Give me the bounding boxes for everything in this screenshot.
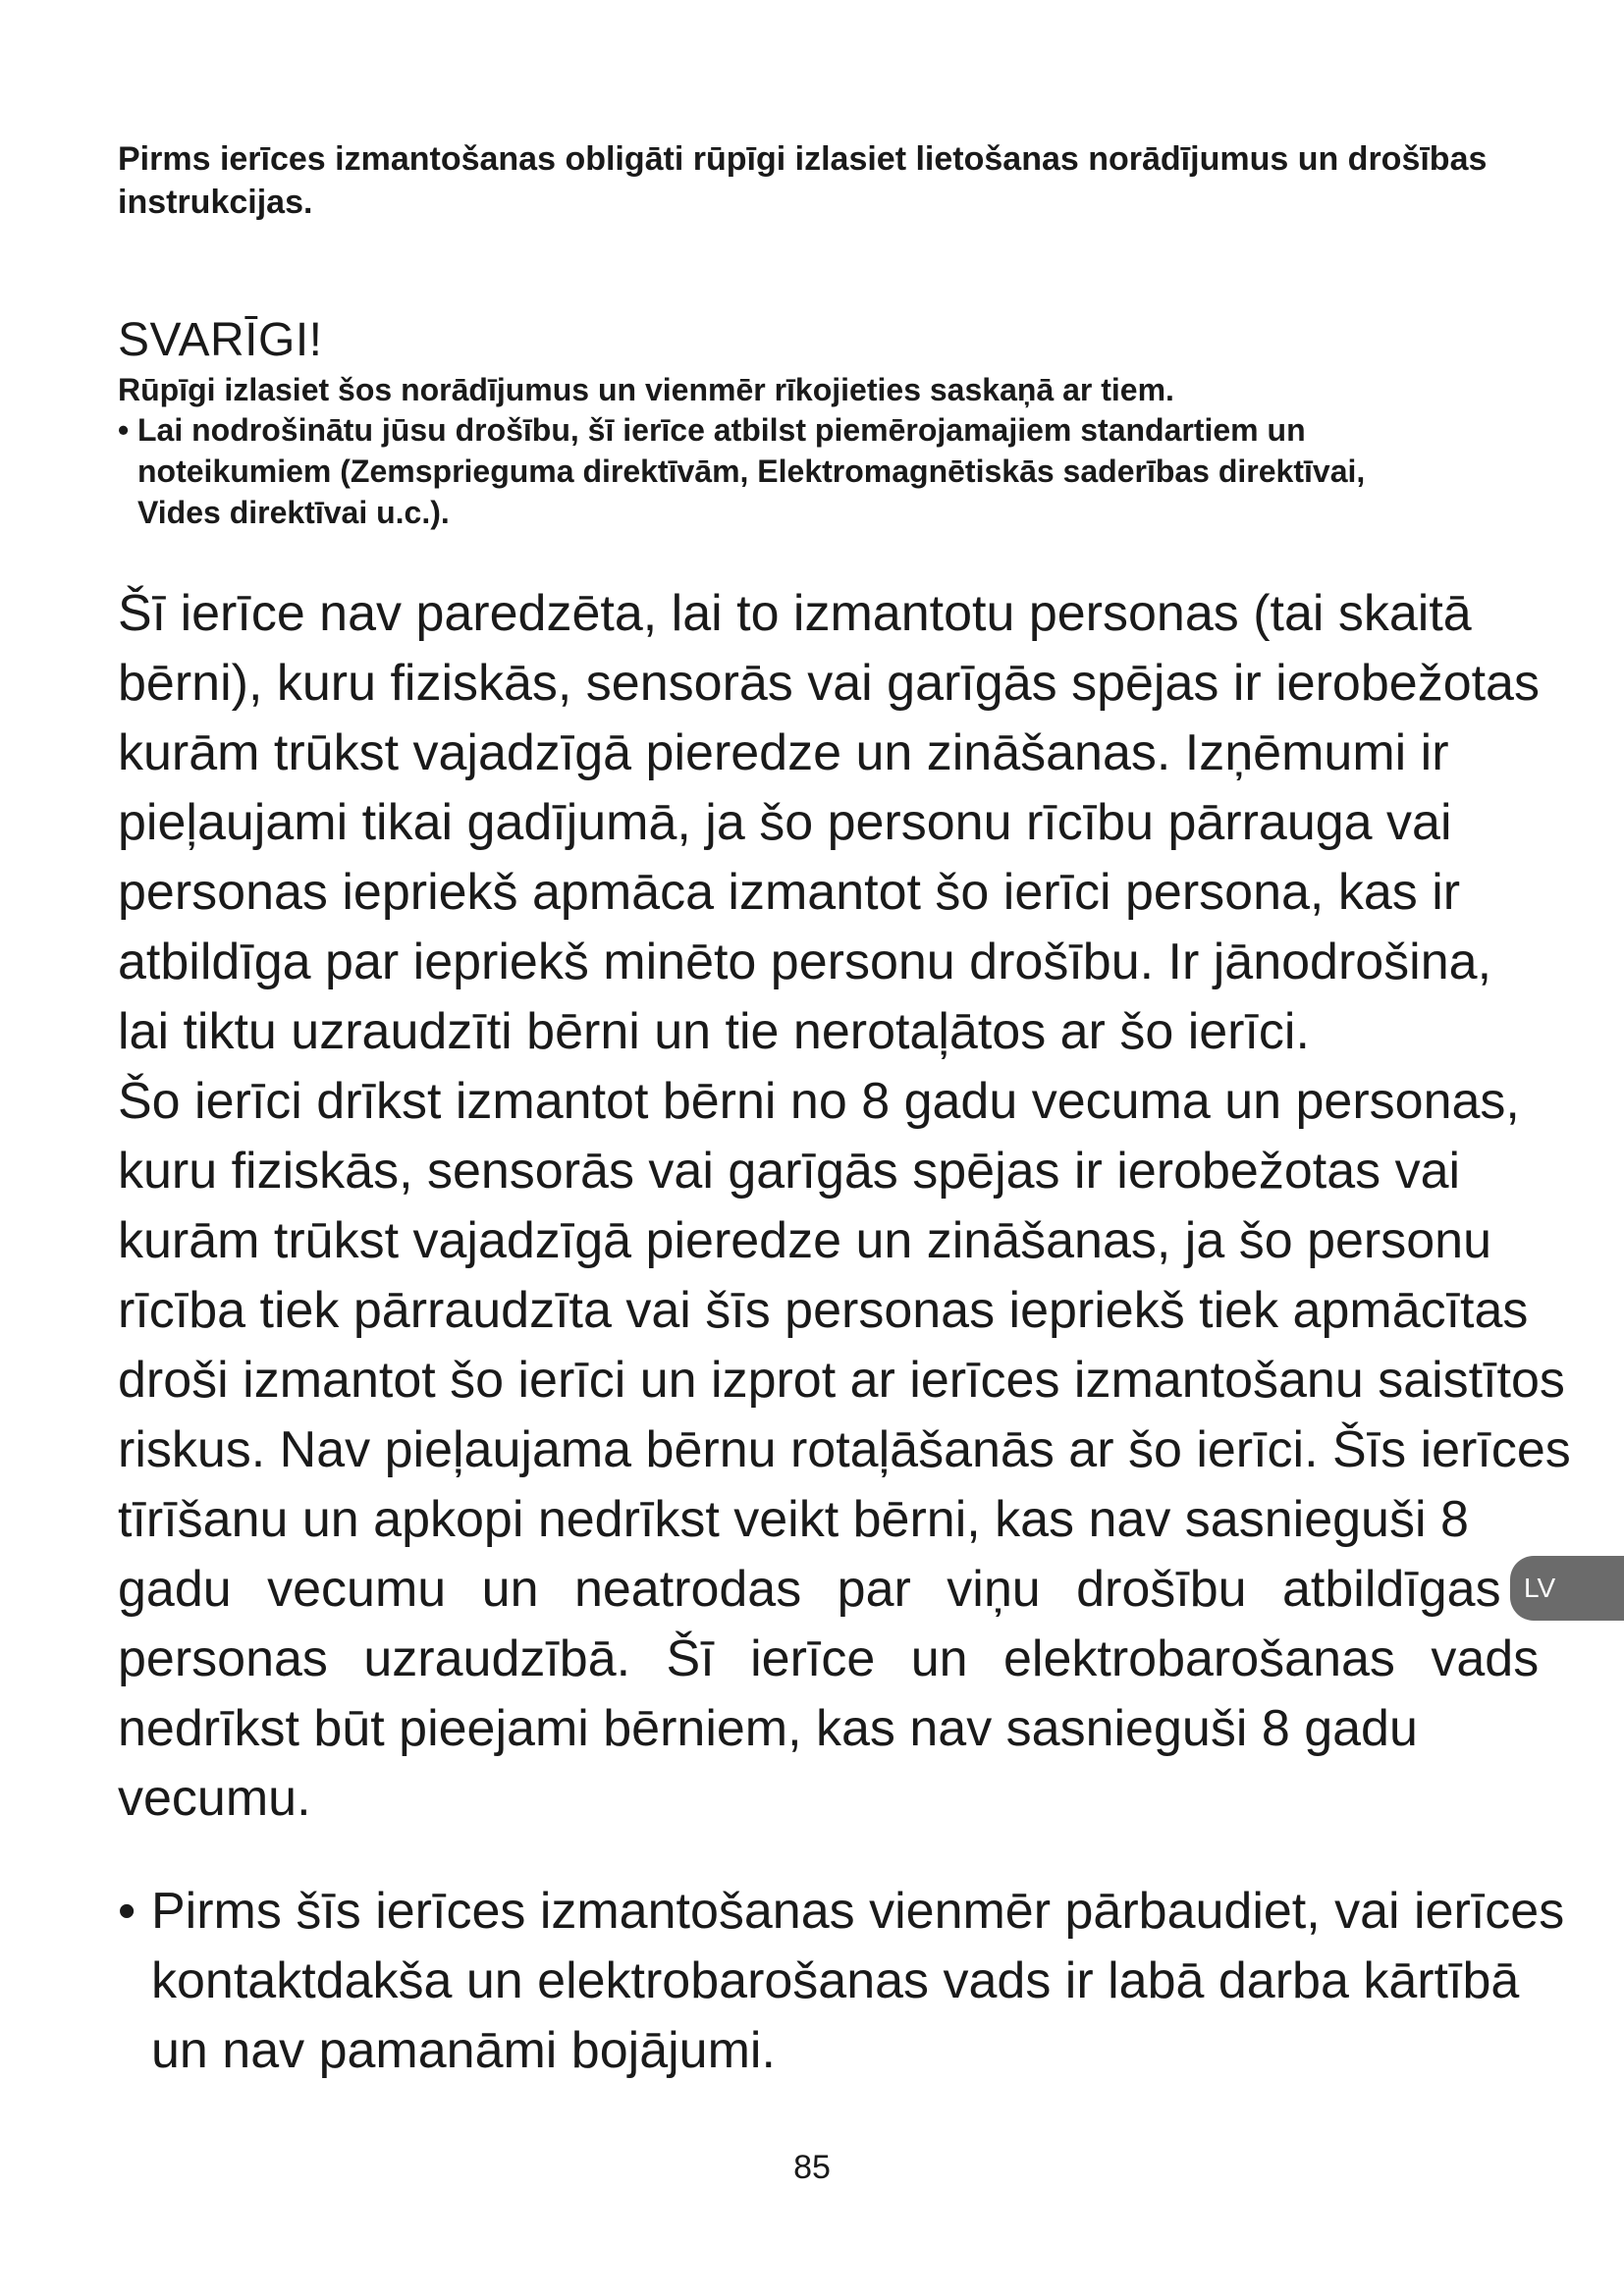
language-tab: LV	[1510, 1556, 1624, 1621]
safety-line: atbildīga par iepriekš minēto personu drošību. Ir jānodrošina,	[118, 934, 1492, 990]
safety-line: lai tiktu uzraudzīti bērni un tie nerotaļātos ar šo ierīci.	[118, 1003, 1310, 1060]
safety-paragraph	[118, 579, 1624, 1834]
safety-line: vecumu.	[118, 1770, 311, 1827]
bullet-marker: •	[118, 412, 130, 448]
important-subtitle: Rūpīgi izlasiet šos norādījumus un vienmēr rīkojieties saskaņā ar tiem.	[118, 372, 1174, 407]
safety-line: bērni), kuru fiziskās, sensorās vai garīgās spējas ir ierobežotas	[118, 655, 1540, 712]
safety-line: pieļaujami tikai gadījumā, ja šo personu rīcību pārrauga vai	[118, 794, 1452, 851]
safety-line: kuru fiziskās, sensorās vai garīgās spējas ir ierobežotas vai	[118, 1143, 1461, 1200]
safety-line: kurām trūkst vajadzīgā pieredze un zināšanas. Izņēmumi ir	[118, 724, 1449, 781]
safety-line: personas uzraudzībā. Šī ierīce un elektrobarošanas vads	[118, 1630, 1540, 1687]
safety-line: tīrīšanu un apkopi nedrīkst veikt bērni, kas nav sasnieguši 8	[118, 1491, 1469, 1548]
safety-line: personas iepriekš apmāca izmantot šo ierīci persona, kas ir	[118, 864, 1461, 921]
important-heading: SVARĪGI!	[118, 314, 323, 366]
important-bullet-line: noteikumiem (Zemsprieguma direktīvām, Elektromagnētiskās saderības direktīvai,	[137, 454, 1366, 489]
inspection-bullet	[118, 1877, 1624, 2086]
important-bullet-line: Vides direktīvai u.c.).	[137, 495, 450, 530]
safety-line: kurām trūkst vajadzīgā pieredze un zināšanas, ja šo personu	[118, 1212, 1491, 1269]
important-bullet-text	[137, 409, 1624, 533]
inspection-line: Pirms šīs ierīces izmantošanas vienmēr pārbaudiet, vai ierīces	[151, 1883, 1565, 1940]
important-bullet	[118, 409, 1624, 533]
important-bullet-line: Lai nodrošinātu jūsu drošību, šī ierīce atbilst piemērojamajiem standartiem un	[137, 412, 1306, 448]
safety-line: gadu vecumu un neatrodas par viņu drošību atbildīgas	[118, 1561, 1501, 1618]
inspection-line: un nav pamanāmi bojājumi.	[151, 2022, 776, 2079]
safety-line: droši izmantot šo ierīci un izprot ar ierīces izmantošanu saistītos	[118, 1352, 1565, 1409]
safety-line: Šī ierīce nav paredzēta, lai to izmantotu personas (tai skaitā	[118, 585, 1472, 642]
page-number: 85	[793, 2149, 831, 2186]
safety-line: nedrīkst būt pieejami bērniem, kas nav sasnieguši 8 gadu	[118, 1700, 1418, 1757]
safety-line: rīcība tiek pārraudzīta vai šīs personas iepriekš tiek apmācītas	[118, 1282, 1529, 1339]
safety-line: Šo ierīci drīkst izmantot bērni no 8 gadu vecuma un personas,	[118, 1073, 1520, 1130]
inspection-line: kontaktdakša un elektrobarošanas vads ir labā darba kārtībā	[151, 1952, 1520, 2009]
inspection-bullet-text	[151, 1877, 1564, 2086]
safety-line: riskus. Nav pieļaujama bērnu rotaļāšanās ar šo ierīci. Šīs ierīces	[118, 1421, 1571, 1478]
bullet-marker: •	[118, 1883, 136, 1940]
intro-paragraph: Pirms ierīces izmantošanas obligāti rūpīgi izlasiet lietošanas norādījumus un drošības instrukcijas.	[118, 140, 1488, 221]
